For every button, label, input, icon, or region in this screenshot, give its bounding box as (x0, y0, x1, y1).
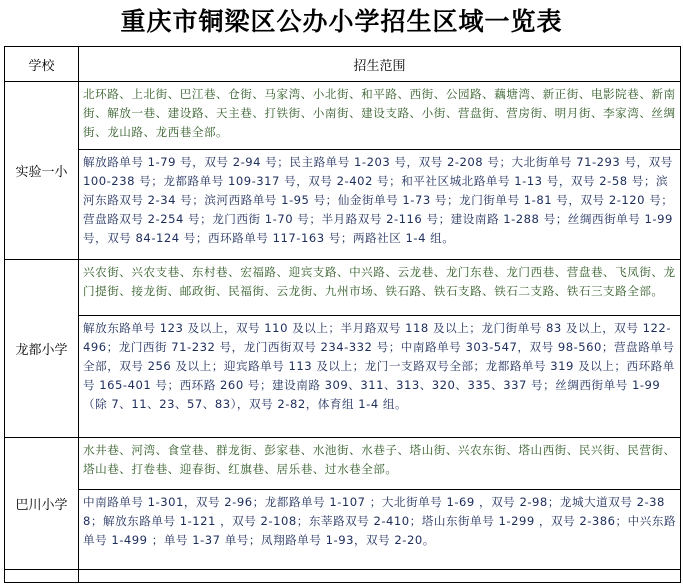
streets-cell: 北环路、上北街、巴江巷、仓街、马家湾、小北街、和平路、西街、公园路、藕塘湾、新正街、电影院巷、新南街、解放一巷、建设路、天主巷、打铁街、小南街、建设支路、小街、营盘街、营房街、明月街、李家湾、丝绸街、龙山路、龙西巷全部。 (79, 82, 681, 150)
numbers-cell: 中南路单号 1-301，双号 2-96；龙都路单号 1-107 ；大北街单号 1-69 ，双号 2-98；龙城大道双号 2-388；解放东路单号 1-121 ，双号 2-108；东莘路双号 2-410；塔山东街单号 1-299 ，双号 2-386；中兴东路单号 1-499 ；单号 1-37 单号；凤翔路单号 1-93，双号 2-20。 (79, 490, 681, 570)
table-row (5, 316, 681, 438)
page-title: 重庆市铜梁区公办小学招生区域一览表 (120, 7, 563, 36)
table-row (5, 490, 681, 570)
table-row (5, 438, 681, 490)
cutoff-cell (79, 570, 681, 583)
header-school: 学校 (5, 47, 79, 82)
header-range: 招生范围 (79, 47, 681, 82)
enrollment-region-table (4, 46, 681, 583)
numbers-cell: 解放东路单号 123 及以上，双号 110 及以上；半月路双号 118 及以上；龙门街单号 83 及以上，双号 122-496；龙门西街 71-232 号，龙门西街双号 234-332 号；中南路单号 303-547，双号 98-560；营盘路单号全部，双号 256 及以上；迎宾路单号 113 及以上；龙门一支路双号全部；龙都路单号 319 及以上；西环路单号 165-401 号；西环路 260 号；建设南路 309、311、313、320、335、337 号；丝绸西街单号 1-99（除 7、11、23、57、83），双号 2-82，体育组 1-4 组。 (79, 316, 681, 438)
table-row (5, 150, 681, 260)
table-row (5, 82, 681, 150)
table-header-row (5, 47, 681, 82)
school-name: 实验一小 (5, 82, 79, 260)
school-name: 龙都小学 (5, 260, 79, 438)
table-row-cutoff (5, 570, 681, 583)
cutoff-cell (5, 570, 79, 583)
school-name: 巴川小学 (5, 438, 79, 570)
table-row (5, 260, 681, 316)
streets-cell: 兴农街、兴农支巷、东村巷、宏福路、迎宾支路、中兴路、云龙巷、龙门东巷、龙门西巷、营盘巷、飞凤街、龙门提街、接龙街、邮政街、民福街、云龙街、九州市场、铁石路、铁石支路、铁石二支路、铁石三支路全部。 (79, 260, 681, 316)
numbers-cell: 解放路单号 1-79 号，双号 2-94 号；民主路单号 1-203 号，双号 2-208 号；大北街单号 71-293 号，双号 100-238 号；龙都路单号 109-317 号，双号 2-402 号；和平社区城北路单号 1-13 号，双号 2-58 号；滨河东路双号 2-34 号；滨河西路单号 1-95 号；仙金街单号 1-73 号；龙门街单号 1-81 号，双号 2-120 号；营盘路双号 2-254 号；龙门西街 1-70 号；半月路双号 2-116 号；建设南路 1-288 号；丝绸西街单号 1-99 号，双号 84-124 号；西环路单号 117-163 号；两路社区 1-4 组。 (79, 150, 681, 260)
streets-cell: 水井巷、河湾、食堂巷、群龙街、彭家巷、水池街、水巷子、塔山街、兴农东街、塔山西街、民兴街、民营街、塔山巷、打卷巷、迎春街、红旗巷、居乐巷、过水巷全部。 (79, 438, 681, 490)
